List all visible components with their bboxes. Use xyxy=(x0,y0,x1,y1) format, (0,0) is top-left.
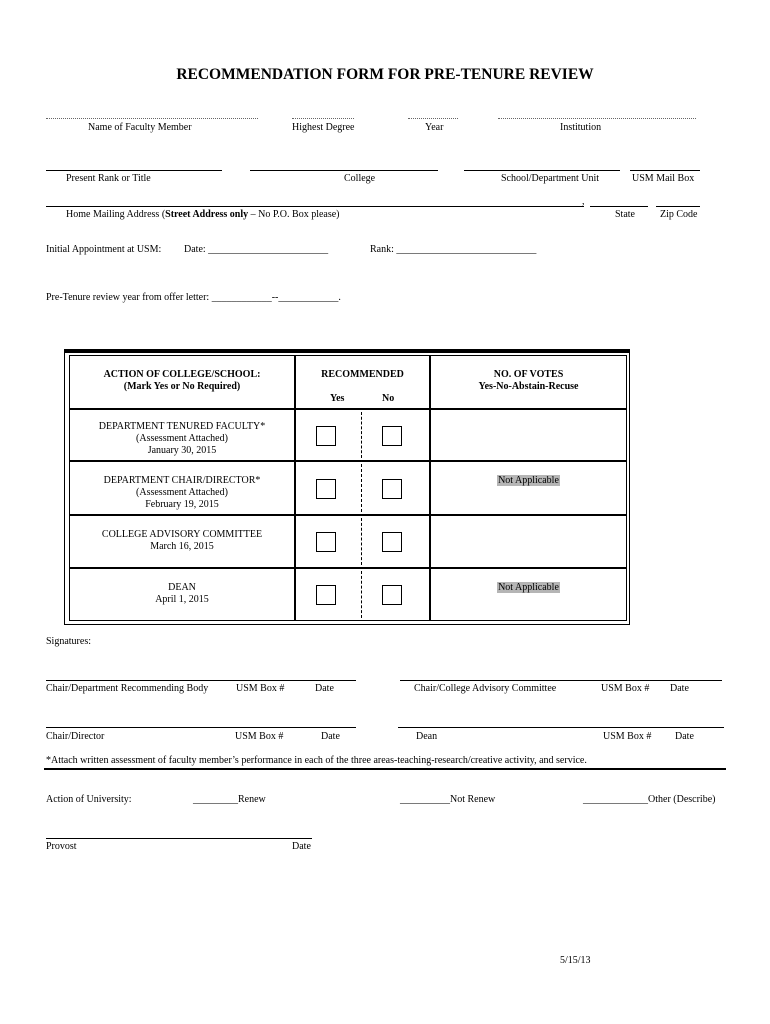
signer-label: Chair/College Advisory Committee xyxy=(414,683,557,694)
signatures-label: Signatures: xyxy=(46,636,91,647)
row-title: DEAN xyxy=(168,582,196,593)
signer-label: Dean xyxy=(416,731,438,742)
provost-date-label: Date xyxy=(292,841,311,852)
votes-cell[interactable] xyxy=(430,409,627,461)
no-checkbox[interactable] xyxy=(382,585,402,605)
header-action: ACTION OF COLLEGE/SCHOOL: xyxy=(103,369,261,380)
no-checkbox[interactable] xyxy=(382,532,402,552)
institution-field[interactable] xyxy=(498,118,696,119)
mailbox-field[interactable] xyxy=(630,170,700,171)
address-label-suffix: – No P.O. Box please) xyxy=(248,209,340,220)
zip-field[interactable] xyxy=(656,206,700,207)
not-applicable-badge xyxy=(430,582,627,593)
mailbox-label: USM Mail Box xyxy=(632,173,695,184)
divider xyxy=(361,464,362,512)
signature-line-left2[interactable] xyxy=(46,727,356,728)
provost-label: Provost xyxy=(46,841,77,852)
header-recommended: RECOMMENDED xyxy=(321,369,404,380)
university-action-label: Action of University: xyxy=(46,794,132,805)
header-votes-sub: Yes-No-Abstain-Recuse xyxy=(478,381,579,392)
yes-checkbox[interactable] xyxy=(316,426,336,446)
row-title: COLLEGE ADVISORY COMMITTEE xyxy=(101,529,263,540)
header-no: No xyxy=(382,393,395,404)
date-label: Date xyxy=(675,731,694,742)
version-date: 5/15/13 xyxy=(560,955,591,966)
signer-label: Chair/Director xyxy=(46,731,105,742)
year-field[interactable] xyxy=(408,118,458,119)
college-field[interactable] xyxy=(250,170,438,171)
usm-box-label: USM Box # xyxy=(601,683,650,694)
renew-option[interactable]: _________Renew xyxy=(193,794,266,805)
usm-box-label: USM Box # xyxy=(603,731,652,742)
review-year-field[interactable]: Pre-Tenure review year from offer letter: ____________--____________. xyxy=(46,292,341,303)
address-comma: , xyxy=(582,196,585,207)
header-recommended-cell xyxy=(295,355,430,409)
row-title: DEPARTMENT TENURED FACULTY* xyxy=(98,421,266,432)
signature-line-right2[interactable] xyxy=(398,727,724,728)
date-label: Date xyxy=(670,683,689,694)
no-checkbox[interactable] xyxy=(382,479,402,499)
department-field[interactable] xyxy=(464,170,620,171)
date-label: Date xyxy=(321,731,340,742)
header-action-sub: (Mark Yes or No Required) xyxy=(123,381,241,392)
provost-signature-line[interactable] xyxy=(46,838,312,839)
yes-checkbox[interactable] xyxy=(316,532,336,552)
zip-label: Zip Code xyxy=(660,209,698,220)
usm-box-label: USM Box # xyxy=(235,731,284,742)
divider xyxy=(361,518,362,565)
department-label: School/Department Unit xyxy=(501,173,600,184)
votes-cell[interactable] xyxy=(430,568,627,621)
form-title: RECOMMENDATION FORM FOR PRE-TENURE REVIEW xyxy=(176,66,594,83)
address-field[interactable] xyxy=(46,206,584,207)
not-applicable-text: Not Applicable xyxy=(498,582,559,593)
address-label-bold: Street Address only xyxy=(165,209,249,220)
votes-cell[interactable] xyxy=(430,461,627,515)
row-subtitle: (Assessment Attached) xyxy=(136,433,228,444)
row-title: DEPARTMENT CHAIR/DIRECTOR* xyxy=(103,475,261,486)
address-label xyxy=(66,209,340,220)
yes-checkbox[interactable] xyxy=(316,585,336,605)
state-field[interactable] xyxy=(590,206,648,207)
state-label: State xyxy=(615,209,635,220)
year-label: Year xyxy=(425,122,444,133)
signer-label: Chair/Department Recommending Body xyxy=(46,683,209,694)
signature-line-left1[interactable] xyxy=(46,680,356,681)
header-votes: NO. OF VOTES xyxy=(493,369,564,380)
yes-checkbox[interactable] xyxy=(316,479,336,499)
row-date: March 16, 2015 xyxy=(150,541,214,552)
not-applicable-badge xyxy=(430,475,627,486)
row-subtitle: (Assessment Attached) xyxy=(136,487,228,498)
votes-cell[interactable] xyxy=(430,515,627,568)
rank-field[interactable] xyxy=(46,170,222,171)
row-date: April 1, 2015 xyxy=(155,594,209,605)
college-label: College xyxy=(344,173,376,184)
highest-degree-field[interactable] xyxy=(292,118,354,119)
address-label-prefix: Home Mailing Address ( xyxy=(66,209,166,220)
appointment-label: Initial Appointment at USM: xyxy=(46,244,162,255)
usm-box-label: USM Box # xyxy=(236,683,285,694)
rank-label: Present Rank or Title xyxy=(66,173,151,184)
header-yes: Yes xyxy=(330,393,345,404)
not-applicable-text: Not Applicable xyxy=(498,475,559,486)
faculty-name-label: Name of Faculty Member xyxy=(88,122,192,133)
appointment-rank-field[interactable]: Rank: ____________________________ xyxy=(370,244,537,255)
footnote: *Attach written assessment of faculty member’s performance in each of the three areas-teaching-research/creative activity, and service. xyxy=(46,755,587,766)
row-date: January 30, 2015 xyxy=(147,445,217,456)
other-option[interactable]: _____________Other (Describe) xyxy=(583,794,716,805)
row-date: February 19, 2015 xyxy=(145,499,219,510)
divider xyxy=(361,571,362,618)
no-checkbox[interactable] xyxy=(382,426,402,446)
institution-label: Institution xyxy=(560,122,602,133)
not-renew-option[interactable]: __________Not Renew xyxy=(400,794,496,805)
footnote-rule xyxy=(44,768,726,770)
highest-degree-label: Highest Degree xyxy=(292,122,355,133)
appointment-date-field[interactable]: Date: ________________________ xyxy=(184,244,329,255)
divider xyxy=(361,412,362,458)
signature-line-right1[interactable] xyxy=(400,680,722,681)
date-label: Date xyxy=(315,683,334,694)
faculty-name-field[interactable] xyxy=(46,118,258,119)
